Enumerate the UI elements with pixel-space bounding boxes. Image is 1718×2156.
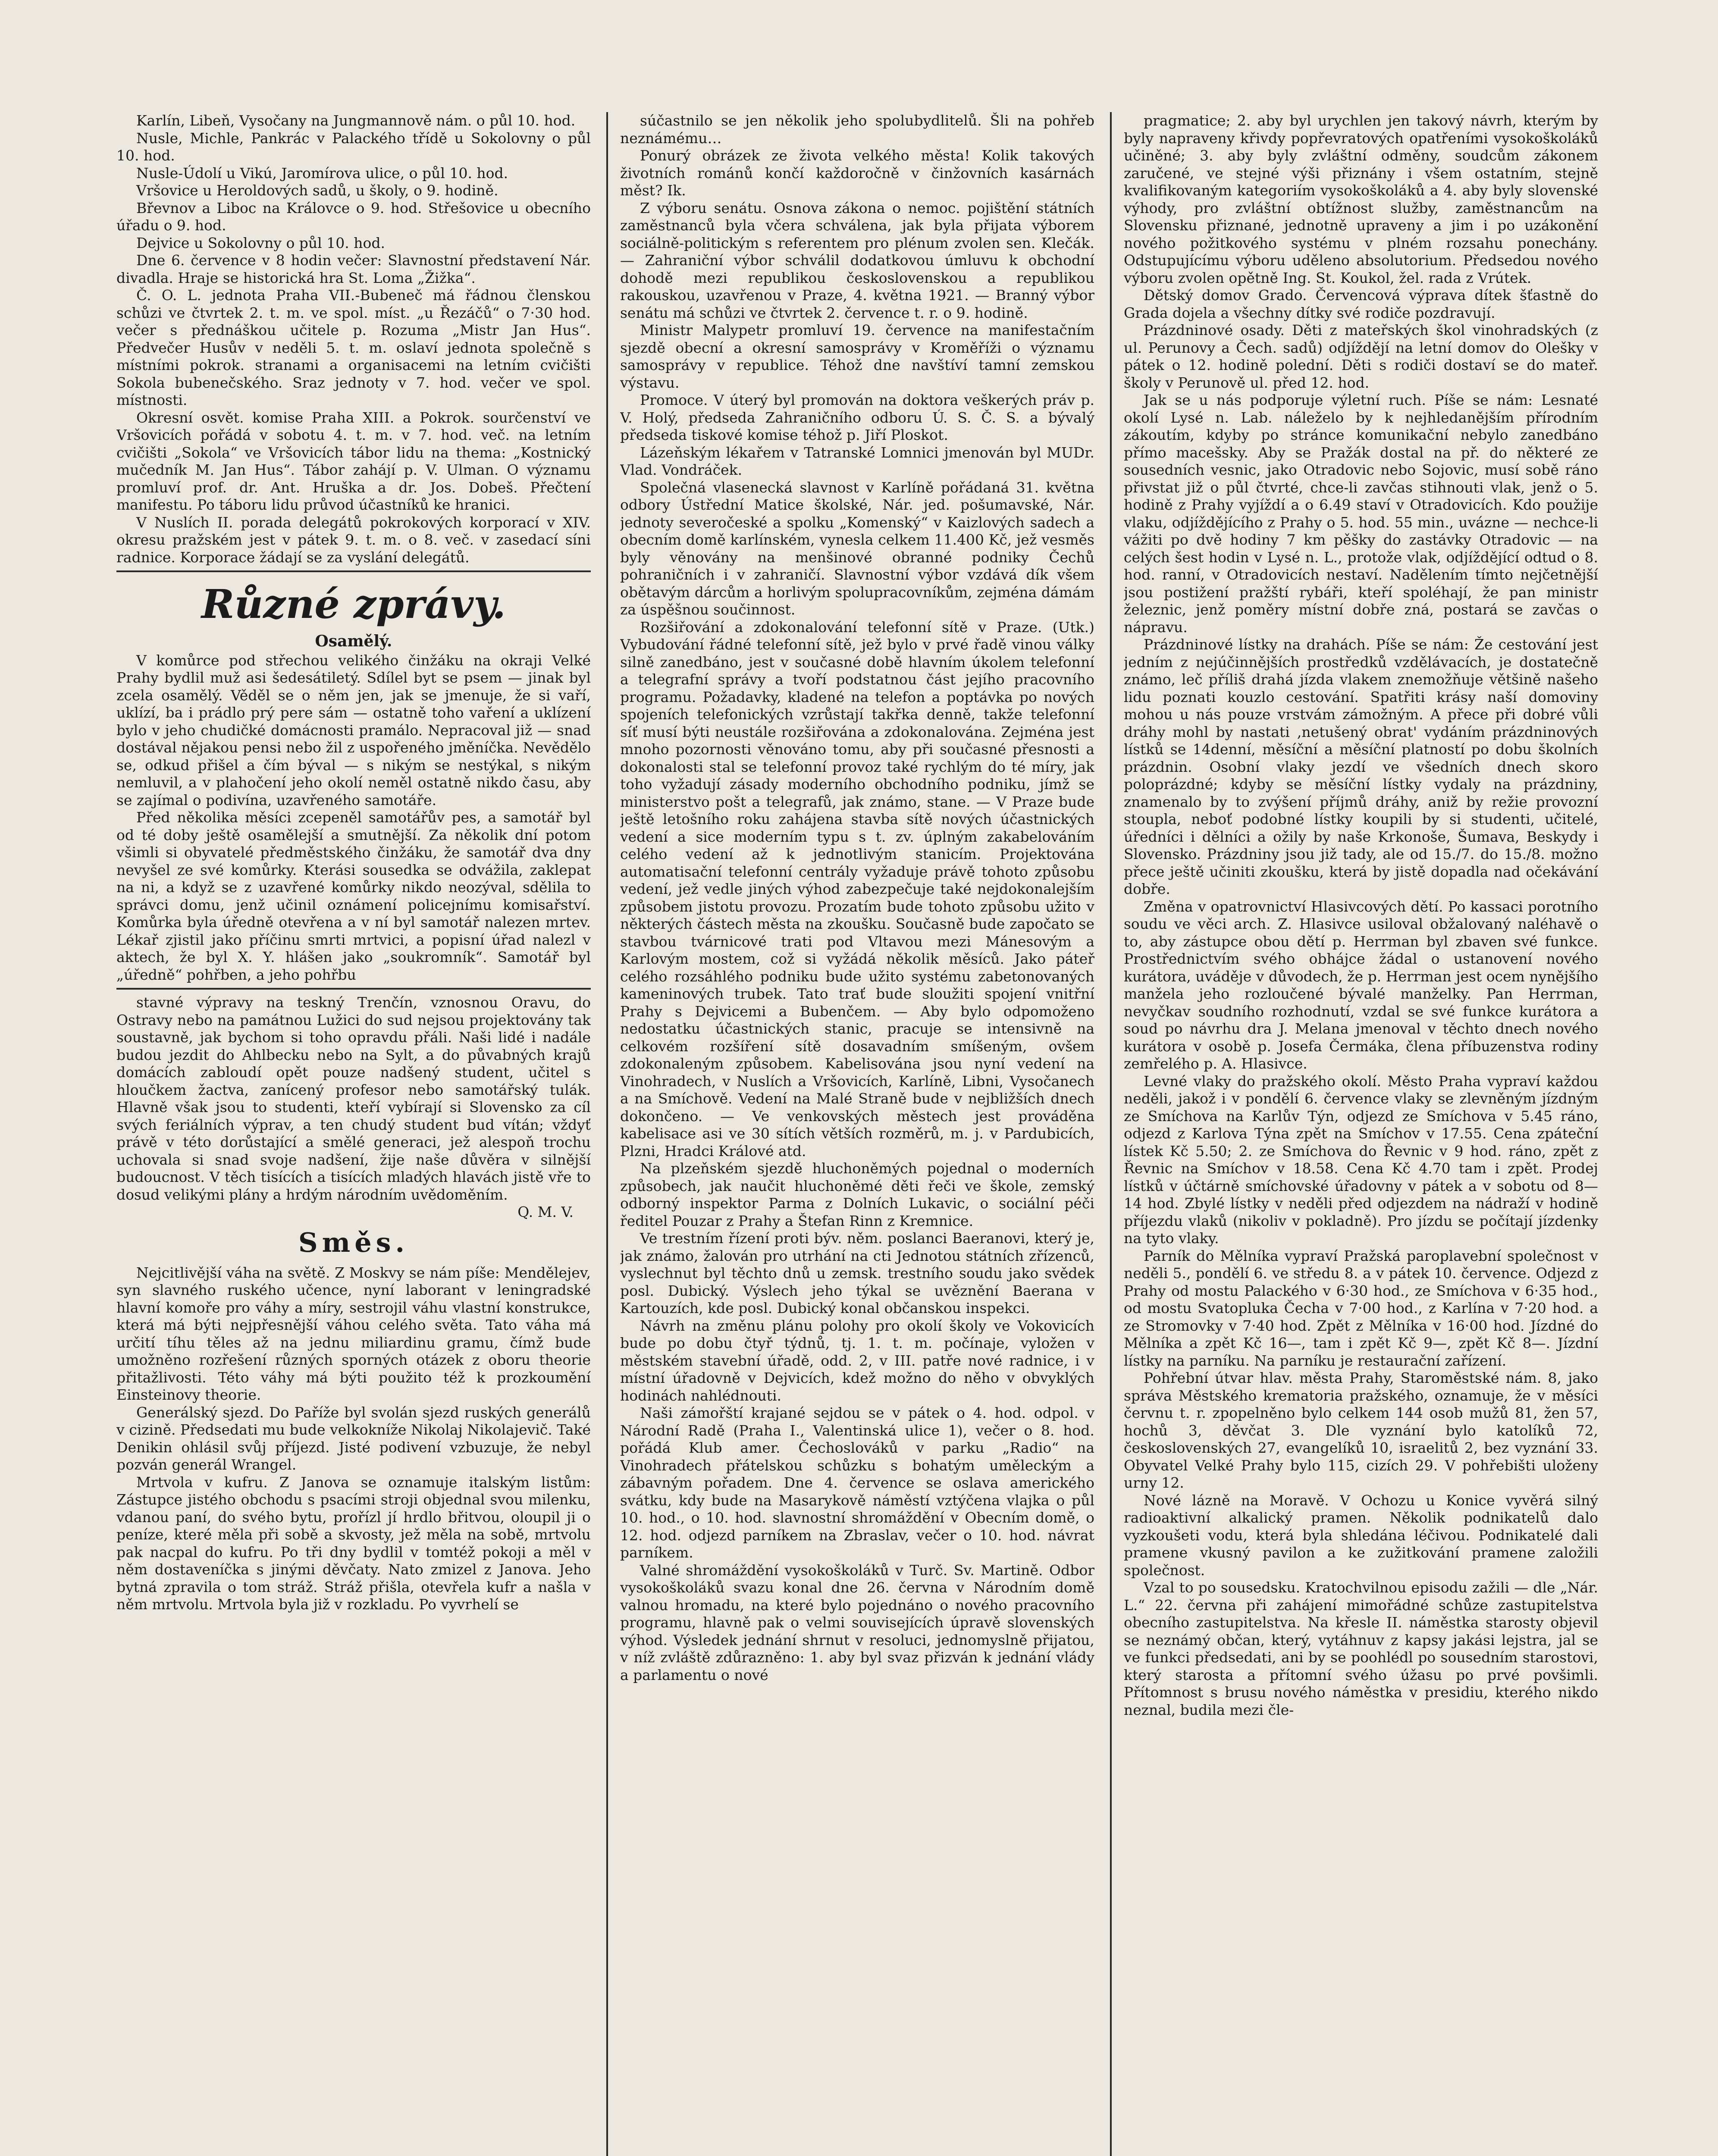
news-item: Promoce. V úterý byl promován na doktora veškerých práv p. V. Holý, předseda Zahraničního odboru Ú. S. Č. S. a bývalý předseda tiskové komise téhož p. Jiří Ploskot.: [620, 392, 1094, 443]
section-title: Různé zprávy.: [201, 581, 506, 627]
announcement: Nusle, Michle, Pankrác v Palackého třídě u Sokolovny o půl 10. hod.: [116, 129, 591, 164]
section-divider: [116, 988, 591, 990]
announcement: Karlín, Libeň, Vysočany na Jungmannově nám. o půl 10. hod.: [136, 112, 576, 129]
column-divider: [606, 112, 608, 2156]
section-title-smes: Směs.: [298, 1226, 409, 1258]
news-item: Naši zámořští krajané sejdou se v pátek o 4. hod. odpol. v Národní Radě (Praha I., Valentinská ulice 1), večer o 8. hod. pořádá Klub amer. Čechoslováků v parku „Radio“ na Vinohradech přátelskou schůzku s bohatým uměleckým a zábavným pořadem. Dne 4. července se oslava amerického svátku, kdy bude na Masarykově náměstí vztýčena vlajka o půl 10. hod., o 10. hod. slavnostní shromáždění v Obecním domě, o 12. hod. odjezd parníkem na Zbraslav, večer o 10. hod. návrat parníkem.: [620, 1404, 1094, 1561]
news-item: Prázdninové lístky na drahách. Píše se nám: Že cestování jest jedním z nejúčinnějších prostředků vzdělávacích, je dostatečně známo, leč příliš drahá jízda vlakem znemožňuje většině našeho lidu poznati kouzlo cestování. Spatřiti krásy naší domoviny mohou u nás pouze vrstvám zámožným. A přece při dobré vůli dráhy mohl by nastati ,netušený obrat' vydáním prázdninových lístků se 14denní, měsíční a měsíční platností po dobu školních prázdnin. Osobní vlaky jezdí ve všedních dnech skoro poloprázdné; kdyby se měsíční lístky vydaly na prázdniny, znamenalo by to zvýšení příjmů dráhy, aniž by režie provozní stoupla, neboť podobné lístky koupili by si studenti, učitelé, úředníci i dělníci a ožily by naše Krkonoše, Šumava, Beskydy i Slovensko. Prázdniny jsou již tady, ale od 15./7. do 15./8. možno přece ještě učiniti zkoušku, která by jistě dopadla nad očekávání dobře.: [1124, 636, 1598, 897]
column-3: [1124, 112, 1598, 2156]
article-paragraph: V komůrce pod střechou velikého činžáku na okraji Velké Prahy bydlil muž asi šedesátiletý. Sdílel byt se psem — jinak byl zcela osamělý. Věděl se o něm jen, jak se jmenuje, že si vaří, uklízí, ba i prádlo prý pere sám — ostatně toho vaření a uklízení bylo v jeho chudičké domácnosti pramálo. Nepracoval již — snad dostával nějakou pensi nebo žil z uspořeného jměníčka. Nevědělo se, odkud přišel a čím býval — s nikým se nestýkal, s nikým nemluvil, a v plahočení jeho okolí neměl ostatně nikdo času, aby se zajímal o podivína, uzavřeného samotáře.: [116, 652, 591, 808]
news-item: Nové lázně na Moravě. V Ochozu u Konice vyvěrá silný radioaktivní alkalický pramen. Několik podnikatelů dalo vyzkoušeti vodu, která byla shledána léčivou. Podnikatelé dali pramene vkusný pavilon a ke zužitkování pramene založili společnost.: [1124, 1492, 1598, 1579]
news-item: Ministr Malypetr promluví 19. července na manifestačním sjezdě obecní a okresní samosprávy v Kroměříži o významu samosprávy v republice. Téhož dne navštíví tamní zemskou výstavu.: [620, 322, 1094, 391]
newspaper-page: [116, 112, 1596, 2156]
news-item: pragmatice; 2. aby byl urychlen jen takový návrh, kterým by byly napraveny křivdy popřevratových opatřeními vysokoškoláků učiněné; 3. aby byly zvláštní odměny, soudcům zákonem zaručené, ve stejné výši přiznány i všem ostatním, stejně kvalifikovaným kategoriím vysokoškoláků a 4. aby byly slovenské výhody, pro zvláštní obtížnost služby, zaměstnancům na Slovensku přiznané, jednotně upraveny a jim i po uzákonění nového požitkového systému v plném rozsahu ponechány. Odstupujícímu výboru uděleno absolutorium. Předsedou nového výboru zvolen opětně Ing. St. Koukol, žel. rada z Vrútek.: [1124, 112, 1598, 286]
news-item: Z výboru senátu. Osnova zákona o nemoc. pojištění státních zaměstnanců byla včera schválena, jak byla přijata výborem sociálně-politickým s referentem pro plénum zvolen sen. Klečák. — Zahraniční výbor schválil dodatkovou úmluvu k obchodní dohodě mezi republikou československou a republikou rakouskou, uzavřenou v Praze, 4. května 1921. — Branný výbor senátu má schůzi ve čtvrtek 2. července t. r. o 9. hodině.: [620, 199, 1094, 321]
news-item: Ve trestním řízení proti býv. něm. poslanci Baeranovi, který je, jak známo, žalován pro utrhání na cti Jednotou státních zřízenců, vyslechnut byl těchto dnů u zemsk. trestního soudu jako svědek posl. Dubický. Výslech jeho týkal se uvěznění Baerana v Kartouzích, kde posl. Dubický konal občanskou inspekci.: [620, 1230, 1094, 1316]
section-divider: [116, 570, 591, 572]
announcement: Vršovice u Heroldových sadů, u školy, o 9. hodině.: [136, 182, 498, 199]
news-item: súčastnilo se jen několik jeho spolubydlitelů. Šli na pohřeb neznámému…: [620, 112, 1094, 147]
news-item: Generálský sjezd. Do Paříže byl svolán sjezd ruských generálů v cizině. Předsedati mu bude velkokníže Nikolaj Nikolajevič. Také Denikin ohlásil svůj příjezd. Jisté podivení vzbuzuje, že nebyl pozván generál Wrangel.: [116, 1404, 591, 1473]
news-item: Návrh na změnu plánu polohy pro okolí školy ve Vokovicích bude po dobu čtyř týdnů, tj. 1. t. m. počínaje, vyložen v městském stavební úřadě, odd. 2, v III. patře nové radnice, i v místní úřadovně v Dejvicích, kdež možno do něho v obvyklých hodinách nahlédnouti.: [620, 1317, 1094, 1404]
news-item: Jak se u nás podporuje výletní ruch. Píše se nám: Lesnaté okolí Lysé n. Lab. náleželo by k nejhledanějším přírodním zákoutím, kdyby po stránce komunikační nebylo zanedbáno přímo macešsky. Aby se Pražák dostal na př. do některé ze sousedních vesnic, jako Otradovic nebo Sojovic, musí sobě ráno přivstat již o půl čtvrté, chce-li zavčas stihnouti vlak, jenž o 5. hodině z Prahy vyjíždí a o 6.49 staví v Otradovicích. Kdo použije vlaku, odjíždějícího z Prahy o 5. hod. 55 min., uvázne — nechce-li vážiti po dvě hodiny 7 km pěšky do zastávky Otradovic — na celých šest hodin v Lysé n. L., protože vlak, odjíždějící odtud o 8. hod. ranní, v Otradovicích nestaví. Nadělením tímto nejčetnější jsou postižení pražští rybáři, kteří spoléhají, že pan ministr železnic, jenž poměry místní dobře zná, postará se zavčas o nápravu.: [1124, 392, 1598, 636]
article-paragraph: Před několika měsíci zcepeněl samotářův pes, a samotář byl od té doby ještě osamělejší a smutnější. Za několik dní potom všimli si obyvatelé předměstského činžáku, že samotář dva dny nevyšel ze své komůrky. Kterási sousedka se odvážila, zaklepat na ni, a když se z uzavřené komůrky nikdo neozýval, sdělila to správci domu, jenž učinil oznámení policejnímu komisařství. Komůrka byla úředně otevřena a v ní byl samotář nalezen mrtev. Lékař zjistil jako příčinu smrti mrtvici, a popisní úřad nalezl v aktech, že byl X. Y. hlášen jako „soukromník“. Samotář byl „úředně“ pohřben, a jeho pohřbu: [116, 809, 591, 983]
news-item: Levné vlaky do pražského okolí. Město Praha vypraví každou neděli, jakož i v pondělí 6. července vlaky se zlevněným jízdným ze Smíchova na Karlův Týn, odjezd ze Smíchova v 5.45 ráno, odjezd z Karlova Týna zpět na Smíchov v 17.55. Cena zpáteční lístek Kč 5.50; 2. ze Smíchova do Řevnic v 9 hod. ráno, zpět z Řevnic na Smíchov v 18.58. Cena Kč 4.70 tam i zpět. Prodej lístků v účtárně smíchovské úřadovny v pátek a v sobotu od 8—14 hod. Zbylé lístky v neděli před odjezdem na nádraží v hodině příjezdu vlaků (nikoliv v pokladně). Pro jízdu se počítají jízdenky na tyto vlaky.: [1124, 1072, 1598, 1247]
news-item: Změna v opatrovnictví Hlasivcových dětí. Po kassaci porotního soudu ve věci arch. Z. Hlasivce usiloval obžalovaný naléhavě o to, aby zástupce obou dětí p. Herrman byl zbaven své funkce. Prostřednictvím svého obhájce žádal o ustanovení nového kurátora, uváděje v důvodech, že p. Herrman jest ocem nynějšího manžela jeho rozloučené bývalé manželky. Pan Herrman, nevyčkav soudního rozhodnutí, vzdal se své funkce kurátora a soud po návrhu dra J. Melana jmenoval v těchto dnech nového kurátora v osobě p. Josefa Čermáka, člena příbuzenstva rodiny zemřelého p. A. Hlasivce.: [1124, 898, 1598, 1072]
news-item: Vzal to po sousedsku. Kratochvilnou episodu zažili — dle „Nár. L.“ 22. června při zahájení mimořádné schůze zastupitelstva obecního zastupitelstva. Na křesle II. náměstka starosty objevil se neznámý občan, který, vytáhnuv z kapsy jakási lejstra, jal se ve funkci předsedati, ani by se poohlédl po sousedním starostovi, který starosta a přítomní svého úžasu po prvé povšimli. Přítomnost s brusu nového náměstka v presidiu, kterého nikdo neznal, budila mezi čle-: [1124, 1579, 1598, 1718]
announcement: Dejvice u Sokolovny o půl 10. hod.: [136, 234, 385, 251]
news-item: Mrtvola v kufru. Z Janova se oznamuje italským listům: Zástupce jistého obchodu s psacími stroji objednal svou milenku, vdanou paní, do svého bytu, prořízl jí hrdlo břitvou, oloupil ji o peníze, které měla při sobě a skvosty, jež měla na sobě, mrtvolu pak nacpal do kufru. Po tři dny bydlil v tomtéž pokoji a měl v něm dostaveníčka s jinými děvčaty. Nato zmizel z Janova. Jeho bytná zpravila o tom stráž. Stráž přišla, otevřela kufr a našla v něm mrtvolu. Mrtvola byla již v rozkladu. Po vyvrhelí se: [116, 1473, 591, 1613]
article-paragraph: stavné výpravy na teskný Trenčín, vznosnou Oravu, do Ostravy nebo na památnou Lužici do sud nejsou projektovány tak soustavně, jak bychom si toho opravdu přáli. Naši lidé i nadále budou jezdit do Ahlbecku nebo na Sylt, a do půvabných krajů domácích zabloudí opět pouze nadšený student, učitel s hloučkem žactva, zanícený profesor nebo samotářský tulák. Hlavně však jsou to studenti, kteří vybírají si Slovensko za cíl svých feriálních výprav, a ten chudý student bud vítán; vždyť právě v této dorůstající a smělé generaci, jež alespoň trochu uchovala si snad svoje nadšení, žije naše důvěra v silnější budoucnost. V těch tisících a tisících mladých hlavách jistě vře to dosud velikými plány a hrdým národním uvědoměním.: [116, 994, 591, 1203]
column-2: [620, 112, 1094, 2156]
announcement: Nusle-Údolí u Vikú, Jaromírova ulice, o půl 10. hod.: [136, 164, 508, 182]
news-item: Valné shromáždění vysokoškoláků v Turč. Sv. Martině. Odbor vysokoškoláků svazu konal dne 26. června v Národním domě valnou hromadu, na které bylo pojednáno o nového pracovního programu, hlavně pak o velmi souvisejících úpravě slovenských výhod. Výsledek jednání shrnut v resoluci, jednomyslně přijatou, v níž zvláště zdůrazněno: 1. aby byl svaz přizván k jednání vlády a parlamentu o nové: [620, 1561, 1094, 1683]
announcement: Okresní osvět. komise Praha XIII. a Pokrok. sourčenství ve Vršovicích pořádá v sobotu 4. t. m. v 7. hod. več. na letním cvičišti „Sokola“ ve Vršovicích tábor lidu na thema: „Kostnický mučedník M. Jan Hus“. Tábor zahájí p. V. Ulman. O významu promluví prof. dr. Ant. Hruška a dr. Jos. Dobeš. Přečtení manifestu. Po táboru lidu průvod účastníků ke hranici.: [116, 409, 591, 513]
news-item: Prázdninové osady. Děti z mateřských škol vinohradských (z ul. Perunovy a Čech. sadů) odjíždějí na letní domov do Olešky v pátek o 12. hodině polední. Děti s rodiči dostaví se do mateř. školy v Perunově ul. před 12. hod.: [1124, 322, 1598, 391]
news-item: Lázeňským lékařem v Tatranské Lomnici jmenován byl MUDr. Vlad. Vondráček.: [620, 444, 1094, 478]
news-item: Společná vlasenecká slavnost v Karlíně pořádaná 31. května odbory Ústřední Matice školské, Nár. jed. pošumavské, Nár. jednoty severočeské a spolku „Komenský“ v Kaizlových sadech a obecním domě karlínském, vynesla celkem 11.400 Kč, jež vesměs byly věnovány na menšinové obranné podniky Čechů pohraničních i v zahraničí. Slavnostní výbor vzdává dík všem obětavým dárcům a horlivým spolupracovníkům, zejména dámám za úspěšnou součinnost.: [620, 479, 1094, 618]
column-divider: [1110, 112, 1112, 2156]
news-item: Dětský domov Grado. Červencová výprava dítek šťastně do Grada dojela a všechny dítky své rodiče pozdravují.: [1124, 287, 1598, 321]
news-item: Ponurý obrázek ze života velkého města! Kolik takových životních románů končí každoročně v činžovních kasárnách měst? Ik.: [620, 147, 1094, 199]
column-1: [116, 112, 591, 2156]
announcement: V Nuslích II. porada delegátů pokrokových korporací v XIV. okresu pražském jest v pátek 9. t. m. o 8. več. v zasedací síni radnice. Korporace žádají se za vyslání delegátů.: [116, 514, 591, 566]
article-signature: Q. M. V.: [517, 1203, 574, 1220]
news-item: Parník do Mělníka vypraví Pražská paroplavební společnost v neděli 5., pondělí 6. ve středu 8. a v pátek 10. července. Odjezd z Prahy od mostu Palackého v 6·30 hod., ze Smíchova v 6·35 hod., od mostu Svatopluka Čecha v 7·00 hod., z Karlína v 7·20 hod. a ze Stromovky v 7·40 hod. Zpět z Mělníka v 16·00 hod. Jízdné do Mělníka a zpět Kč 16—, tam i zpět Kč 9—, zpět Kč 8—. Jízdní lístky na parníku. Na parníku je restaurační zařízení.: [1124, 1247, 1598, 1369]
news-item: Rozšiřování a zdokonalování telefonní sítě v Praze. (Utk.) Vybudování řádné telefonní sítě, jež bylo v prvé řadě vinou války silně zanedbáno, jest v současné době hlavním úkolem telefonní a telegrafní správy a tvoří podstatnou část jejího pracovního programu. Požadavky, kladené na telefon a poptávka po nových spojeních telefonických vzrůstají takřka denně, takže telefonní síť musí býti neustále rozšiřována a zdokonalována. Zejména jest mnoho pozornosti věnováno tomu, aby při současné přesnosti a dokonalosti stal se telefonní provoz také rychlým do té míry, jak toho vyžadují zásady moderního obchodního podniku, jímž se ministerstvo pošt a telegrafů, jak známo, stane. — V Praze bude ještě letošního roku zahájena stavba sítě nových účastnických vedení a sice moderním typu s t. zv. úplným zakabelováním celého vedení až k jednotlivým stanicím. Projektována automatisační telefonní centrály vyžaduje právě tohoto způsobu vedení, jež vedle jiných výhod zabezpečuje také nejdokonalejším způsobem jistotu provozu. Prozatím bude tohoto způsobu užito v některých částech města na zkoušku. Současně bude započato se stavbou tvárnicové trati pod Vltavou mezi Mánesovým a Karlovým mostem, což si vyžádá několik měsíců. Jako páteř celého rozsáhlého podniku bude užito systému zabetonovaných kameninových trubek. Tato trať bude sloužiti spojení vnitřní Prahy s Dejvicemi a Bubenčem. — Aby bylo odpomoženo nedostatku účastnických stanic, pracuje se intensivně na celkovém rozšíření sítě dosavadním smíšeným, ovšem zdokonaleným způsobem. Kabelisována jsou nyní vedení na Vinohradech, v Nuslích a Vršovicích, Karlíně, Libni, Vysočanech a na Smíchově. Vedení na Malé Straně bude v nejbližších dnech dokončeno. — Ve venkovských městech jest prováděna kabelisace asi ve 30 sítích větších rozměrů, m. j. v Pardubicích, Plzni, Hradci Králové atd.: [620, 618, 1094, 1159]
news-item: Na plzeňském sjezdě hluchoněmých pojednal o moderních způsobech, jak naučit hluchoněmé děti řeči ve škole, zemský odborný inspektor Parma z Dolních Lukavic, o sociální péči ředitel Pouzar z Prahy a Štefan Rinn z Kremnice.: [620, 1160, 1094, 1229]
news-item: Nejcitlivější váha na světě. Z Moskvy se nám píše: Mendělejev, syn slavného ruského učence, nyní laborant v leningradské hlavní komoře pro váhy a míry, sestrojil váhu vlastní konstrukce, která má býti nejpřesnější váhou celého světa. Tato váha má určití tíhu těles až na jednu miliardinu gramu, čímž bude umožněno rozřešení různých sporných otázek z oboru theorie přitažlivosti. Této váhy má býti použito též k prozkoumění Einsteinovy theorie.: [116, 1264, 591, 1403]
news-item: Pohřební útvar hlav. města Prahy, Staroměstské nám. 8, jako správa Městského krematoria pražského, oznamuje, že v měsíci červnu t. r. zpopelněno bylo celkem 144 osob mužů 81, žen 57, hochů 3, děvčat 3. Dle vyznání bylo katolíků 72, československých 27, evangelíků 10, israelitů 2, bez vyznání 33. Obyvatel Velké Prahy bylo 115, cizích 29. V pohřebišti uloženy urny 12.: [1124, 1369, 1598, 1491]
announcement: Č. O. L. jednota Praha VII.-Bubeneč má řádnou členskou schůzi ve čtvrtek 2. t. m. ve spol. míst. „u Řezáčů“ o 7·30 hod. večer s přednáškou učitele p. Rozuma „Mistr Jan Hus“. Předvečer Husův v neděli 5. t. m. oslaví jednota společně s místními pokrok. stranami a organisacemi na letním cvičišti Sokola bubenečského. Sraz jednoty v 7. hod. večer ve spol. místnosti.: [116, 287, 591, 408]
announcement: Dne 6. července v 8 hodin večer: Slavnostní představení Nár. divadla. Hraje se historická hra St. Loma „Žižka“.: [116, 252, 591, 286]
announcement: Břevnov a Liboc na Královce o 9. hod. Střešovice u obecního úřadu o 9. hod.: [116, 199, 591, 234]
article-title: Osamělý.: [315, 632, 392, 650]
